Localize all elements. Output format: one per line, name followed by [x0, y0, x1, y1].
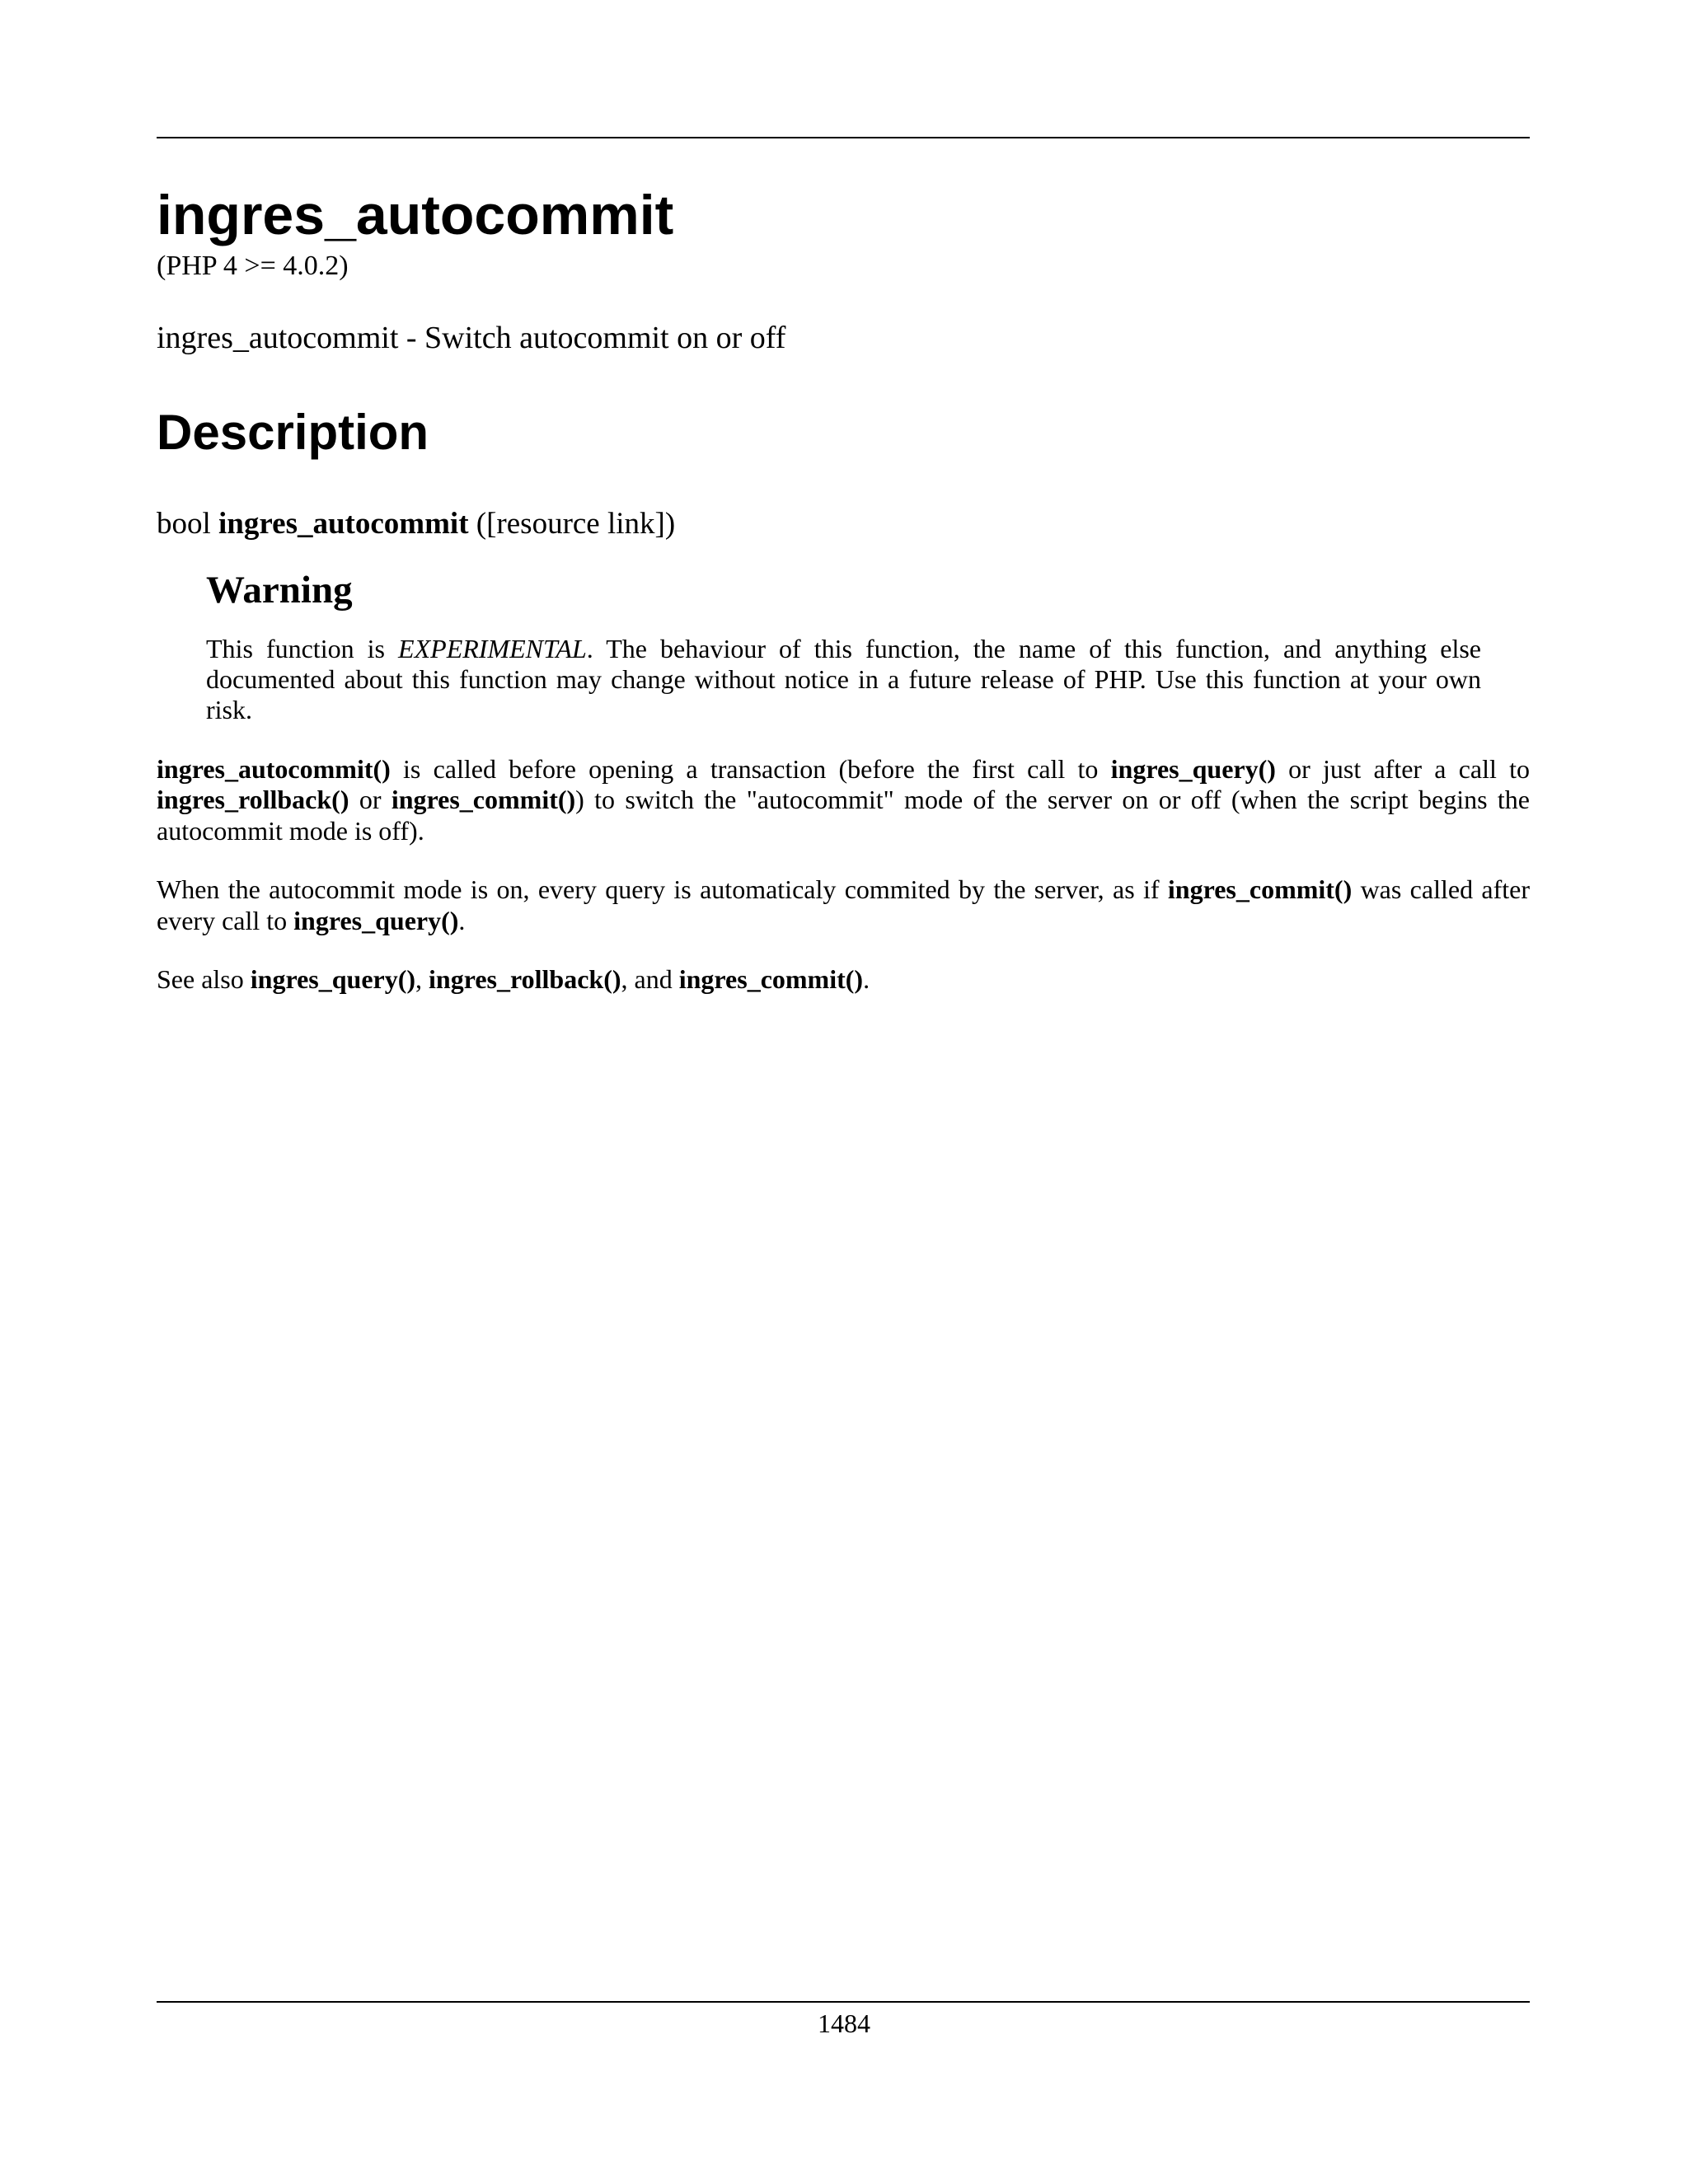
function-ref: ingres_query(): [1110, 753, 1276, 784]
function-purpose: ingres_autocommit - Switch autocommit on or off: [157, 321, 786, 356]
paragraph-autocommit-mode: When the autocommit mode is on, every query is automaticaly commited by the server, as if ingres_commit() was called after every call to ingres_query().: [157, 874, 1531, 935]
paragraph-see-also: See also ingres_query(), ingres_rollback(), and ingres_commit().: [157, 964, 870, 995]
description-heading: Description: [157, 404, 429, 460]
function-ref: ingres_commit(): [1167, 874, 1353, 905]
page-title: ingres_autocommit: [157, 184, 674, 246]
function-params: ([resource link]): [476, 506, 676, 541]
function-ref: ingres_query(): [293, 905, 459, 935]
version-info: (PHP 4 >= 4.0.2): [157, 251, 349, 282]
warning-title: Warning: [206, 569, 353, 612]
function-ref: ingres_rollback(): [429, 964, 621, 995]
warning-block: [206, 567, 1481, 726]
footer-rule: [157, 2001, 1530, 2003]
warning-text: This function is EXPERIMENTAL. The behaviour of this function, the name of this function, and anything else documented about this function may change without notice in a future release of PHP. Use this function at your own risk.: [206, 633, 1482, 725]
function-ref: ingres_query(): [250, 964, 416, 995]
experimental-emphasis: EXPERIMENTAL: [398, 633, 587, 663]
paragraph-usage: ingres_autocommit() is called before opening a transaction (before the first call to ingres_query() or just after a call to ingres_rollback() or ingres_commit()) to switch the "autocommit" mode of the server on or off (when the script begins the autocommit mode is off).: [157, 753, 1531, 846]
page-content: [157, 186, 1530, 996]
function-ref: ingres_autocommit(): [157, 753, 391, 784]
function-ref: ingres_commit(): [391, 785, 576, 815]
return-type: bool: [157, 506, 211, 541]
function-name: ingres_autocommit: [218, 506, 469, 541]
page-number: 1484: [818, 2008, 870, 2038]
header-rule: [157, 137, 1530, 138]
function-synopsis: [157, 506, 1530, 542]
function-ref: ingres_commit(): [678, 964, 864, 995]
function-ref: ingres_rollback(): [157, 785, 349, 815]
